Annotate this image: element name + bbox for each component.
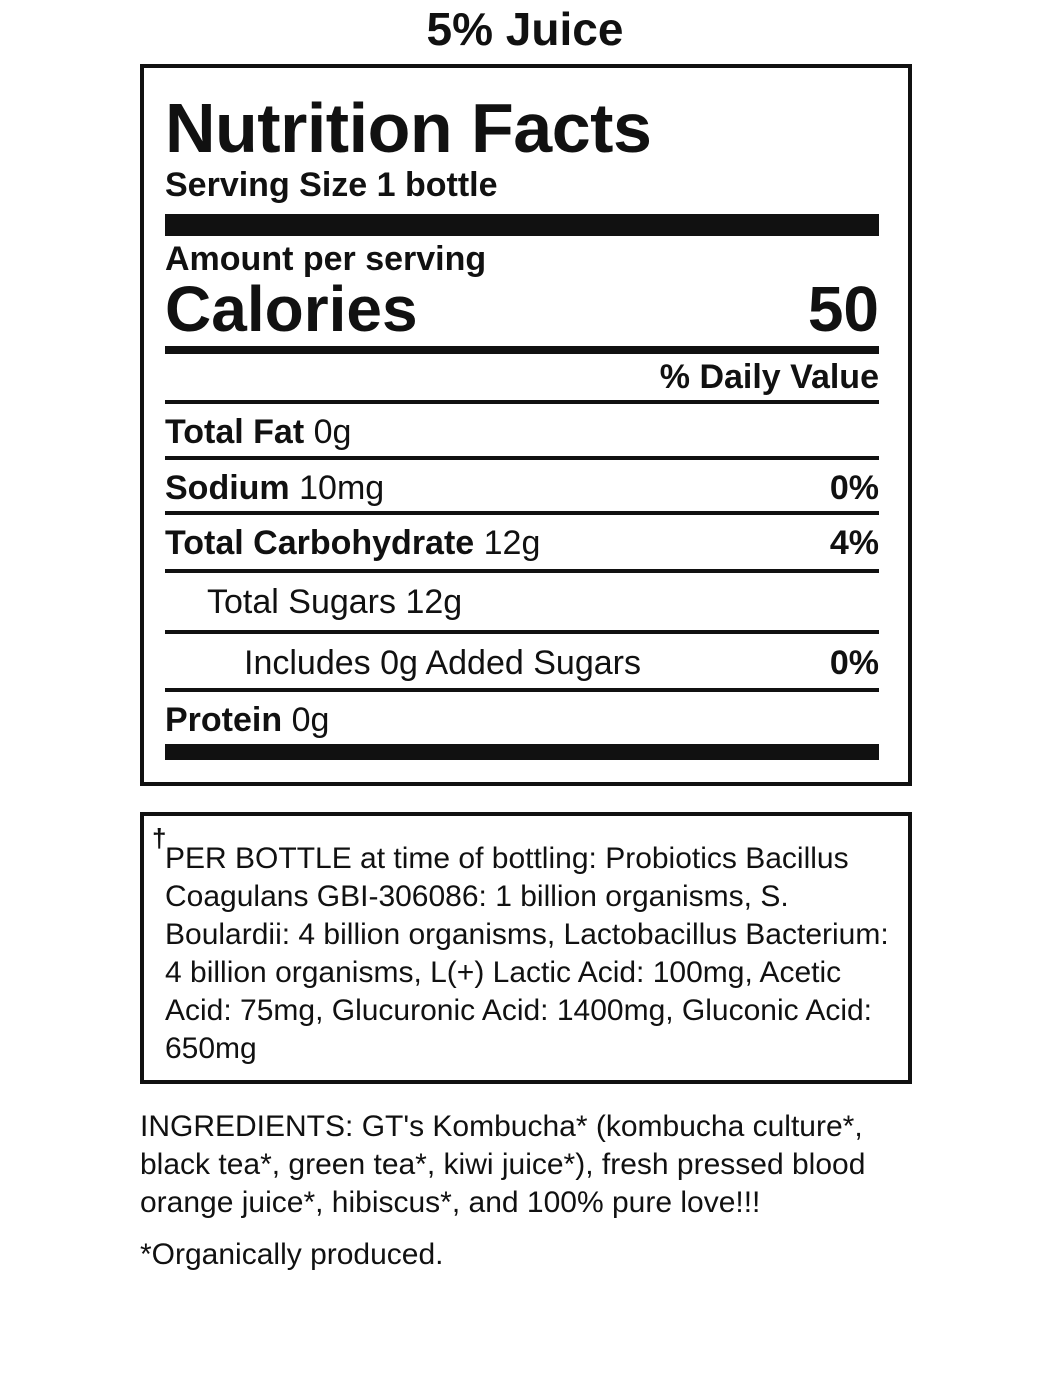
nutrient-amount: 10mg xyxy=(299,469,385,507)
dagger-symbol: † xyxy=(152,823,167,853)
nutrient-daily-value: 4% xyxy=(829,524,879,562)
probiotics-text xyxy=(165,840,900,1068)
row-divider xyxy=(165,400,879,404)
nutrient-row-protein xyxy=(165,698,879,742)
nutrient-row-total-carbohydrate xyxy=(165,521,879,565)
thick-divider-bottom xyxy=(165,744,879,760)
calories-label: Calories xyxy=(165,273,418,345)
nutrient-row-total-fat xyxy=(165,410,879,454)
ingredients-lead: INGREDIENTS: xyxy=(140,1110,354,1143)
page-title: 5% Juice xyxy=(426,3,624,55)
nutrient-amount: Includes 0g Added Sugars xyxy=(244,644,641,682)
thick-divider-top xyxy=(165,214,879,236)
amount-per-serving-label: Amount per serving xyxy=(165,240,487,278)
nutrient-amount: 0g xyxy=(291,701,330,739)
ingredients-text: GT's Kombucha* (kombucha culture*, black tea*, green tea*, kiwi juice*), fresh pressed blood orange juice*, hibiscus*, and 100% pure love!!! xyxy=(140,1110,866,1219)
ingredients-statement xyxy=(140,1108,920,1222)
serving-size: Serving Size 1 bottle xyxy=(165,166,498,204)
nutrient-name: Protein xyxy=(165,701,283,739)
medium-divider xyxy=(165,346,879,354)
row-divider xyxy=(165,630,879,634)
nutrient-row-total-sugars xyxy=(165,580,879,624)
nutrition-facts-panel xyxy=(140,64,912,786)
nutrient-daily-value: 0% xyxy=(829,469,879,507)
row-divider xyxy=(165,511,879,515)
calories-value: 50 xyxy=(807,273,879,345)
probiotics-panel xyxy=(140,812,912,1084)
row-divider xyxy=(165,688,879,692)
probiotics-lead: PER BOTTLE at time of bottling: xyxy=(165,842,597,875)
row-divider xyxy=(165,456,879,460)
daily-value-header: % Daily Value xyxy=(659,358,879,396)
nutrition-facts-heading: Nutrition Facts xyxy=(165,89,652,167)
organic-footnote: *Organically produced. xyxy=(140,1238,444,1271)
row-divider xyxy=(165,569,879,573)
nutrient-daily-value: 0% xyxy=(829,644,879,682)
nutrient-name: Total Carbohydrate xyxy=(165,524,475,562)
nutrient-amount: Total Sugars 12g xyxy=(207,583,463,621)
probiotics-details: Probiotics Bacillus Coagulans GBI-306086: 1 billion organisms, S. Boulardii: 4 billion organisms, Lactobacillus Bacterium: 4 billion organisms, L(+) Lactic Acid: 100mg, Acetic Acid: 75mg, Glucuronic Acid: 1400mg, Gluconic Acid: 650mg xyxy=(165,842,889,1065)
nutrient-row-sodium xyxy=(165,466,879,510)
nutrient-name: Sodium xyxy=(165,469,290,507)
nutrient-amount: 12g xyxy=(483,524,541,562)
nutrient-name: Total Fat xyxy=(165,413,305,451)
nutrient-amount: 0g xyxy=(313,413,352,451)
nutrient-row-added-sugars xyxy=(165,641,879,685)
